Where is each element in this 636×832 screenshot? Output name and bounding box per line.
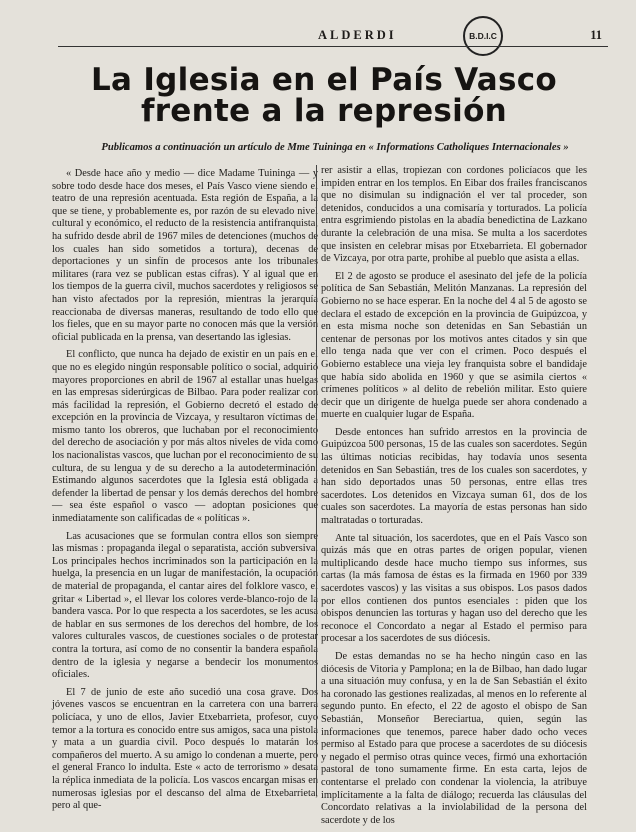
left-column <box>52 168 318 818</box>
paragraph: rer asistir a ellas, tropiezan con cordones policíacos que les impiden entrar en los templos. En Eibar dos frailes franciscanos que no disimulan su indignación el ver tal proceder, son detenidos, conducidos a una comisaría y torturados. La policía entra esgrimiendo pistolas en la abadía benedictina de Lazkano durante la celebración de una misa. Se multa a los sacerdotes que insisten en celebrar misas por Etxebarrieta. El gobernador de Vizcaya, por otra parte, prohibe al pueblo que asista a ellas. <box>321 165 587 265</box>
paragraph: Desde entonces han sufrido arrestos en la provincia de Guipúzcoa 500 personas, 15 de las cuales son sacerdotes. Según las últimas noticias recibidas, hay todavía unos sesenta detenidos en San Sebastián, tres de los cuales son sacerdotes, y han sido deportados unas 50 personas, entre ellas tres sacerdotes. Los detenidos en Vizcaya suman 61, dos de los cuales son sacerdotes. La mayoría de estas personas han sido maltratadas o torturadas. <box>321 426 587 527</box>
paragraph: Las acusaciones que se formulan contra ellos son siempre las mismas : propaganda ilegal o separatista, acción subversiva. Los principales hechos incriminados son la participación en la huelga, la presencia en un lugar de manifestación, la ocupación de material de propaganda, el cantar aires del folklore vasco, el gritar « Libertad », el llevar los colores verde-blanco-rojo de la bandera vasca. Por lo que respecta a los sacerdotes, se les acusa de hablar en sus sermones de los derechos del hombre, de los valores culturales vascos, de cuestiones sociales o de protestar contra la tortura, así como de no consentir la bandera española dentro de la iglesia y negarse a bendecir los monumentos oficiales. <box>52 530 318 681</box>
headline-line-2: frente a la represión <box>140 93 508 129</box>
library-stamp-icon: B.D.I.C <box>463 16 503 56</box>
article-subtitle: Publicamos a continuación un artículo de Mme Tuininga en « Informations Catholiques Internacionales » <box>101 142 569 153</box>
page-number: 11 <box>590 28 602 42</box>
header-rule <box>58 46 608 47</box>
paragraph: El conflicto, que nunca ha dejado de existir en un país en el que no es elegido ningún responsable político o social, adquirió mayores proporciones en abril de 1967 al estallar unas huelgas en las empresas siderúrgicas de Bilbao. Para poder realizar con más facilidad la represión, el Gobierno decretó el estado de excepción en la provincia de Vizcaya, y resultaron víctimas del mismo tanto los obreros, que luchaban por el reconocimiento del derecho de asociación y por más altos niveles de vida como los nacionalistas vascos, que luchan por el reconocimiento de su cultura, de su lengua y de su derecho a la autodeterminación. Estimando algunos sacerdotes que la Iglesia está obligada a defender la libertad de pensar y los demás derechos del hombre — sea éste español o vasco — adoptan posiciones que inmediatamente son calificadas de « políticas ». <box>52 349 318 525</box>
paragraph: De estas demandas no se ha hecho ningún caso en las diócesis de Vitoria y Pamplona; en la de Bilbao, han dado lugar a una situación muy confusa, y en la de San Sebastián el éxito ha coronado las gestiones realizadas, al menos en lo referente al segundo punto. En efecto, el 22 de agosto el obispo de San Sebastián, Monseñor Bereciartua, quien, según las informaciones que tenemos, parece haber dado ocho veces permiso al Estado para que procese a sacerdotes de su diócesis y negado el permiso otras quince veces, firmó una exhortación pastoral de tono sumamente firme. En esta carta, lejos de contentarse el prelado con condenar la violencia, la atribuye implícitamente a la falta de diálogo; recuerda las cláusulas del Concordato relativas a la inviolabilidad de la persona del sacerdote y de los <box>321 650 587 826</box>
paragraph: El 2 de agosto se produce el asesinato del jefe de la policía política de San Sebastián, Melitón Manzanas. La represión del Gobierno no se hace esperar. En la noche del 4 al 5 de agosto se declara el estado de excepción en la provincia de Guipúzcoa, y en esta misma noche son detenidas en San Sebastián un centenar de personas por los motivos antes citados y sin que ello tenga nada que ver con el crimen. Poco después el Gobierno establece una vieja ley franquista sobre el bandidaje que había sido abolida en 1960 y que se asimila ciertos « crímenes políticos » al delito de rebelión militar. Esto quiere decir que un dirigente de huelga puede ser ahora condenado a muerte en cualquier lugar de España. <box>321 270 587 421</box>
paragraph: El 7 de junio de este año sucedió una cosa grave. Dos jóvenes vascos se encuentran en la carretera con una barrera policíaca, y uno de ellos, Javier Etxebarrieta, profesor, cuyo temor a la tortura es conocido entre sus amigos, saca una pistola y mata a un guardia civil. Poco después lo matarán los compañeros del muerto. A su amigo lo condenan a muerte, pero el general Franco lo indulta. Este « acto de terrorismo » desata la réplica inmediata de la policía. Los vascos encargan misas en numerosas iglesias por el descanso del alma de Etxebarrieta, pero al que- <box>52 686 318 812</box>
right-column <box>321 165 587 832</box>
page-header <box>60 22 608 46</box>
running-title: ALDERDI <box>318 28 397 42</box>
paragraph: « Desde hace año y medio — dice Madame Tuininga — y sobre todo desde hace dos meses, el País Vasco viene siendo el teatro de una represión acentuada. Esta región de España, a la que se tiene, y probablemente es, por razón de su elevado nivel cultural y económico, el reducto de la resistencia antifranquista, ha sufrido desde abril de 1967 miles de detenciones (muchos de los cuales han sido sometidos a tortura), decenas de deportaciones y un sinfín de procesos ante los tribunales militares (rara vez se publican estas cifras). Y al igual que en los tiempos de la guerra civil, muchos sacerdotes y religiosos se han visto afectados por la represión, mientras la jerarquía reaccionaba de diversas maneras, resultando de todo ello que los fieles, que en su mayor parte no conocen más que la versión oficial publicada en la prensa, van desertando las iglesias. <box>52 168 318 343</box>
column-divider <box>316 165 317 795</box>
headline-line-1: La Iglesia en el País Vasco <box>90 62 558 98</box>
paragraph: Ante tal situación, los sacerdotes, que en el País Vasco son quizás más que en otras partes de origen popular, vienen multiplicando desde hace mucho tiempo sus informes, sus cartas (la más famosa de éstas es la firmada en 1960 por 339 sacerdotes vascos) y las visitas a sus obispos. Los pasos dados por ellos contienen dos puntos esenciales : piden que los obispos denuncien las torturas y hagan uso del derecho que les reconoce el Concordato a negar al Estado el permiso para procesar a los sacerdotes de sus diócesis. <box>321 532 587 645</box>
